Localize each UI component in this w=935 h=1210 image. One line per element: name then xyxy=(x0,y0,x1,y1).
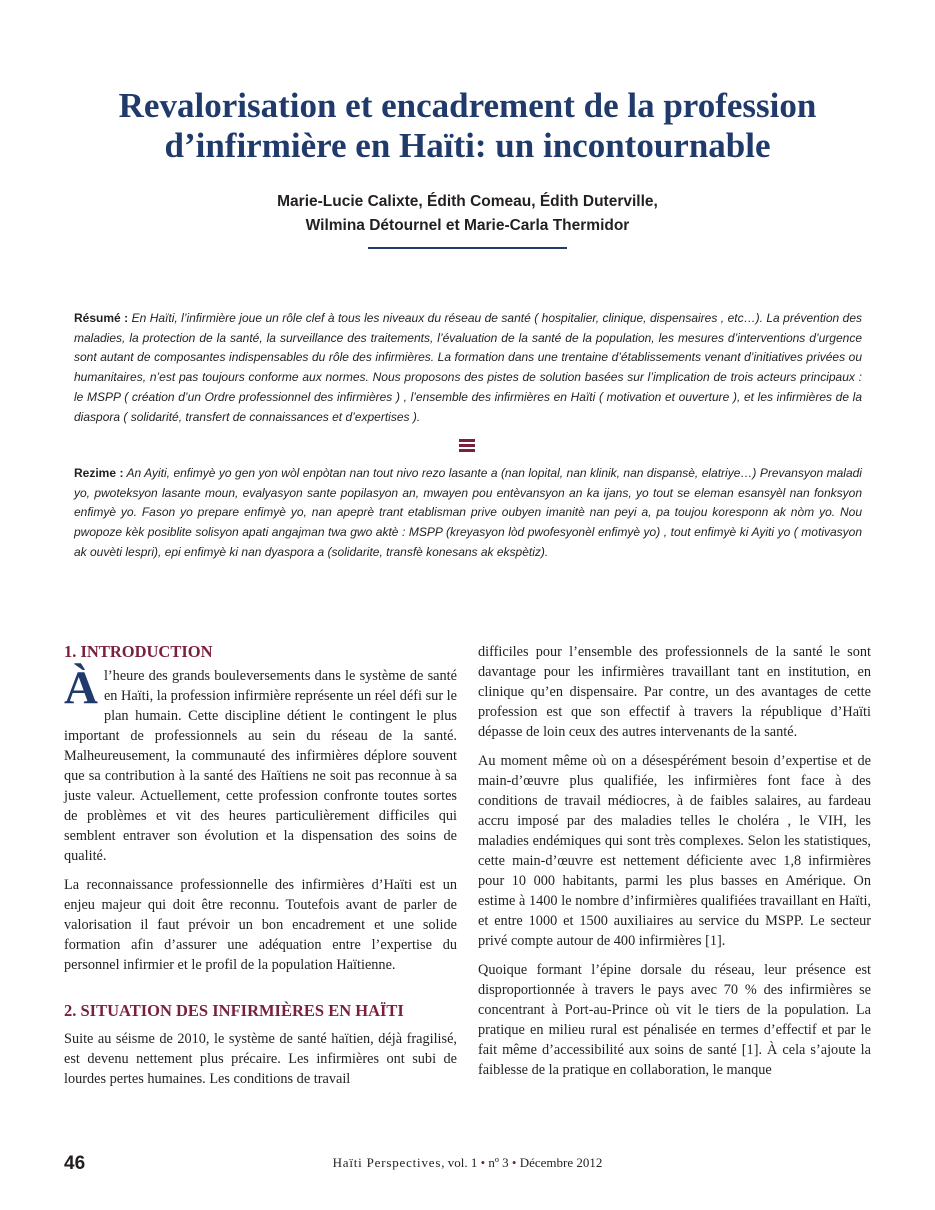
intro-paragraph-1 xyxy=(64,662,457,866)
issue-number: nº 3 xyxy=(485,1155,512,1170)
intro-paragraph-2: La reconnaissance professionnelle des infirmières d’Haïti est un enjeu majeur qui doit être reconnu. Toutefois avant de parler de valorisation il faut prévoir un bon encadrement et une solide formation afin d’assurer une adéquation entre l’expertise du personnel infirmier et le profil de la population Haïtienne. xyxy=(64,877,457,973)
situation-paragraph-2: difficiles pour l’ensemble des professionnels de la santé le sont davantage pour les infirmières travaillant tant en institution, en clinique qu’en dispensaire. Par contre, un des avantages de cette profession est que son effectif à travers la république d’Haïti dépasse de loin ceux des autres intervenants de la santé. xyxy=(478,644,871,740)
issue-date: Décembre 2012 xyxy=(516,1155,603,1170)
title-divider xyxy=(368,247,567,249)
title-line-2: d’infirmière en Haïti: un incontournable xyxy=(164,126,771,165)
authors-line-1: Marie-Lucie Calixte, Édith Comeau, Édith Duterville, xyxy=(277,193,658,210)
separator-icon xyxy=(459,439,475,453)
article-title xyxy=(0,86,935,166)
title-line-1: Revalorisation et encadrement de la profession xyxy=(118,86,817,125)
intro-paragraph-1-text: l’heure des grands bouleversements dans le système de santé en Haïti, la profession infirmière représente un réel défi sur le plan humain. Cette discipline détient le contingent le plus important de professionnels au sein du réseau de la santé. Malheureusement, la communauté des infirmières déplore souvent que sa contribution à la santé des Haïtiens ne soit pas reconnue à sa juste valeur. Actuellement, cette profession confronte toutes sortes de problèmes et vit des heures particulièrement difficiles qui semblent entraver son évolution et la dispensation des soins de qualité. xyxy=(64,668,457,864)
bullet-separator-1: • xyxy=(480,1155,486,1170)
resume-text: En Haïti, l’infirmière joue un rôle clef à tous les niveaux du réseau de santé ( hospitalier, clinique, dispensaires , etc…). La prévention des maladies, la protection de la santé, la surveillance des traitements, l’évaluation de la santé de la population, les mesures d’interventions d’urgence sont autant de composantes indispensables du rôle des infirmières. La formation dans une trentaine d’établissements venant d’initiatives privées ou humanitaires, n’est pas toujours conforme aux normes. Nous proposons des pistes de solution basées sur l’implication de trois acteurs principaux : le MSPP ( création d’un Ordre professionnel des infirmières ) , l’ensemble des infirmières en Haïti ( motivation et ouverture ), et les infirmières de la diaspora ( solidarité, transfert de connaissances et d’expertises ). xyxy=(74,311,862,424)
volume-text: , vol. 1 xyxy=(441,1155,481,1170)
page-number: 46 xyxy=(64,1153,86,1174)
right-column xyxy=(478,642,871,1089)
abstract-creole xyxy=(74,464,862,563)
authors-line-2: Wilmina Détournel et Marie-Carla Thermidor xyxy=(305,217,630,234)
section-heading-situation: 2. SITUATION DES INFIRMIÈRES EN HAÏTI xyxy=(64,1001,404,1020)
author-list xyxy=(0,190,935,238)
situation-paragraph-4: Quoique formant l’épine dorsale du réseau, leur présence est disproportionnée à travers le pays avec 70 % des infirmières se concentrant à Port-au-Prince où vit le tiers de la population. La pratique en milieu rural est pénalisée en termes d’effectif et par le fait même d’accessibilité aux soins de santé [1]. À cela s’ajoute la faiblesse de la pratique en collaboration, le manque xyxy=(478,962,871,1078)
running-footer xyxy=(0,1155,935,1171)
resume-label: Résumé : xyxy=(74,311,129,325)
situation-paragraph-1: Suite au séisme de 2010, le système de santé haïtien, déjà fragilisé, est devenu nettement plus précaire. Les infirmières ont subi de lourdes pertes humaines. Les conditions de travail xyxy=(64,1031,457,1087)
abstract-french xyxy=(74,309,862,427)
journal-name: Haïti Perspectives xyxy=(332,1155,442,1170)
rezime-text: An Ayiti, enfimyè yo gen yon wòl enpòtan nan tout nivo rezo lasante a (nan lopital, nan klinik, nan dispansè, elatriye…) Prevansyon maladi yo, pwoteksyon lasante moun, evalyasyon sante popilasyon an, mwayen pou entèvansyon an ka ijans, yo tout se eleman esansyèl nan fonksyon enfimyè yo. Fason yo prepare enfimyè yo, nan apeprè trant etablisman prive oubyen imanitè nan peyi a, pa toujou koresponn ak nòm yo. Nou pwopoze kèk posiblite solisyon apati angajman twa gwo aktè : MSPP (kreyasyon lòd pwofesyonèl enfimyè yo) , tout enfimyè ki Ayiti yo ( motivasyon ak ouvèti lespri), epi enfimyè ki nan dyaspora a (solidarite, transfè konesans ak ekspètiz). xyxy=(74,466,862,559)
situation-paragraph-3: Au moment même où on a désespérément besoin d’expertise et de main-d’œuvre plus qualifiée, les infirmières font face à des conditions de travail médiocres, à de faibles salaires, au fardeau accru imposé par des maladies telles le choléra , le VIH, les maladies endémiques qui sont très complexes. Selon les statistiques, cette main-d’œuvre est nettement déficiente avec 1,8 infirmières pour 10 000 habitants, parmi les plus basses en Amérique. On estime à 1400 le nombre d’infirmières qualifiées travaillant en Haïti, et entre 1000 et 1500 auxiliaires au service du MSPP. Le secteur privé compte autour de 400 infirmières [1]. xyxy=(478,753,871,949)
rezime-label: Rezime : xyxy=(74,466,124,480)
drop-cap: À xyxy=(64,662,98,714)
left-column xyxy=(64,642,457,1098)
bullet-separator-2: • xyxy=(511,1155,517,1170)
section-heading-introduction: 1. INTRODUCTION xyxy=(64,642,213,661)
